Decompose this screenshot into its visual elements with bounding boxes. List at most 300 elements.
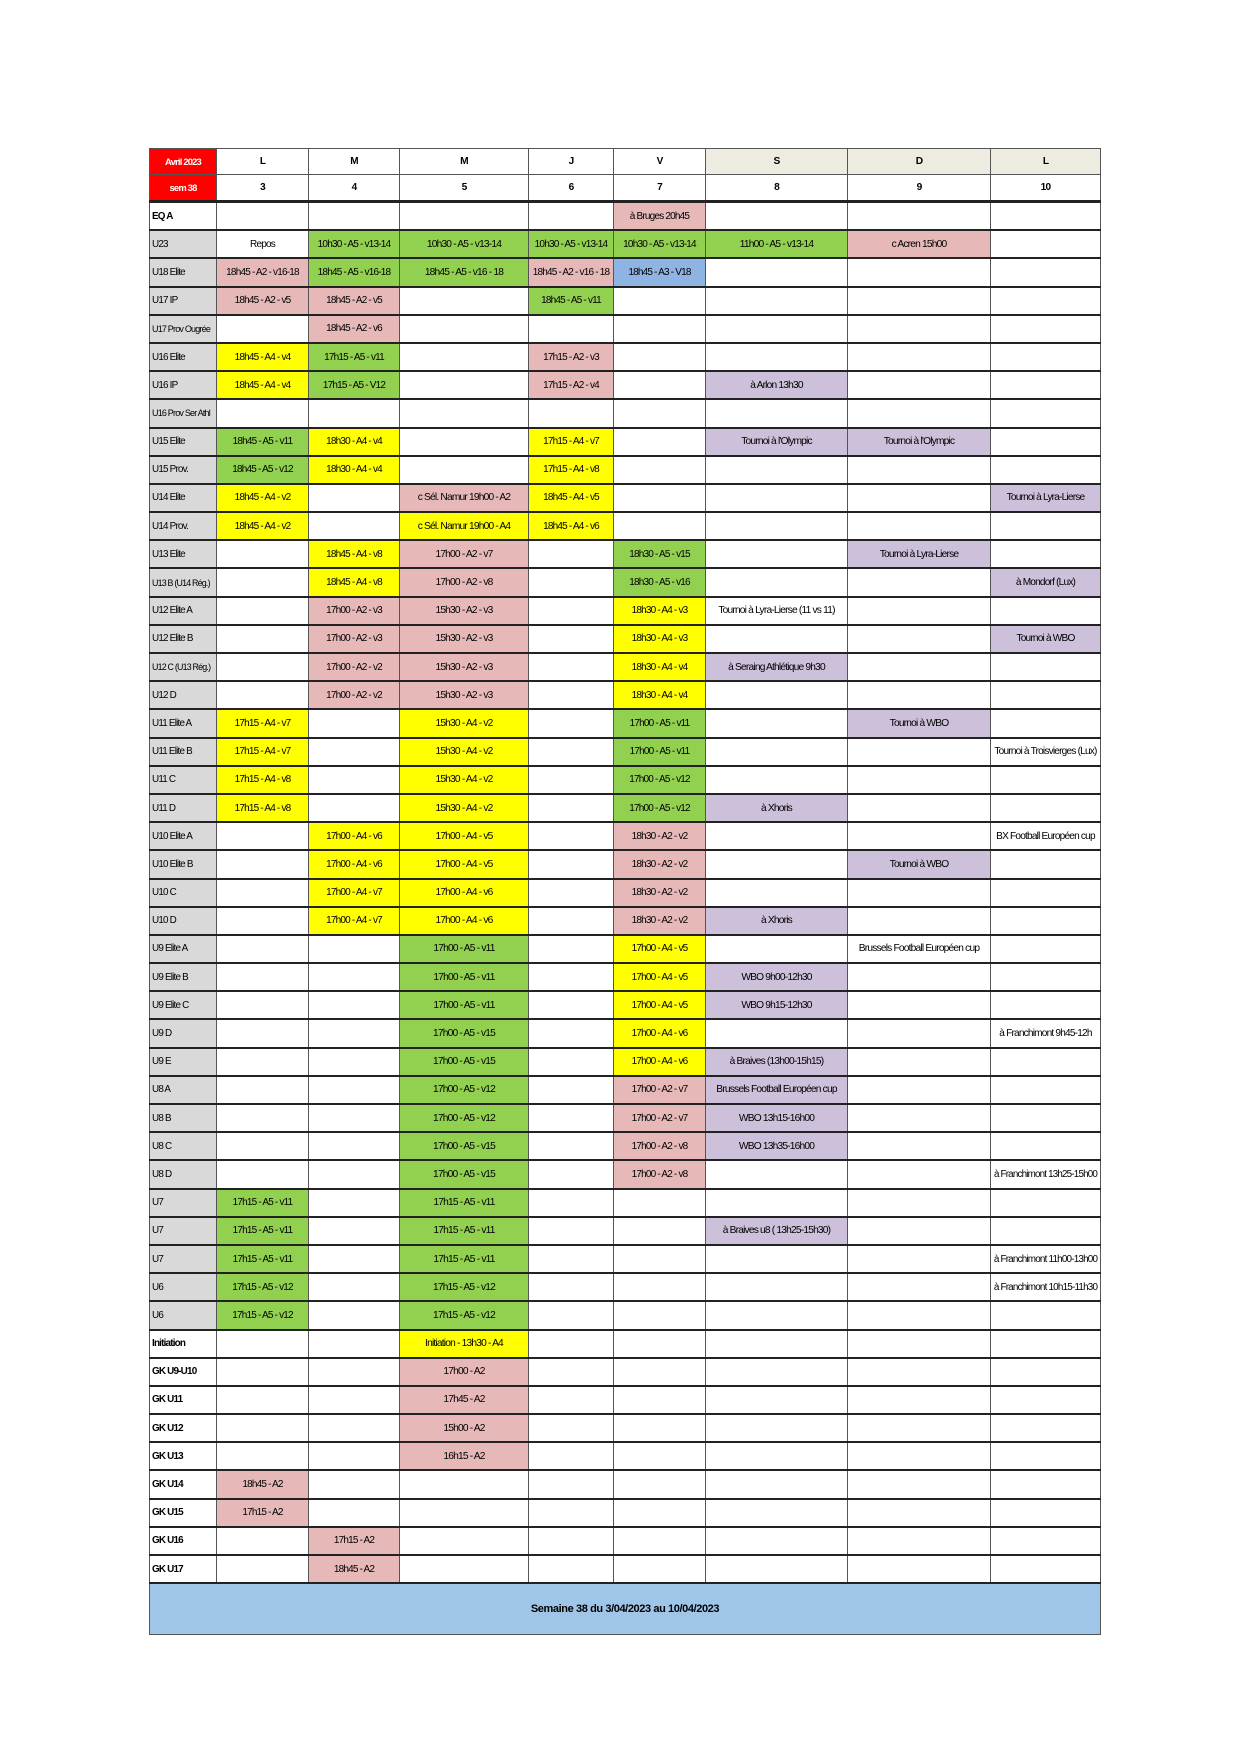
table-row [150,653,1101,681]
table-row [150,343,1101,371]
schedule-cell: 10h30 - A5 - v13-14 [529,230,614,258]
schedule-cell: 17h00 - A4 - v7 [309,879,400,907]
schedule-cell [848,1442,991,1470]
day-header: D [848,149,991,175]
team-label: GK U12 [150,1414,217,1442]
schedule-cell [706,343,848,371]
schedule-cell [991,1499,1101,1527]
schedule-cell: à Arlon 13h30 [706,371,848,399]
schedule-cell: 17h00 - A4 - v5 [614,935,706,963]
schedule-cell [309,399,400,427]
schedule-cell: BX Football Européen cup [991,822,1101,850]
schedule-cell: 10h30 - A5 - v13-14 [309,230,400,258]
schedule-cell: 18h45 - A2 - v16-18 [217,258,309,286]
schedule-cell [848,568,991,596]
schedule-cell [991,1414,1101,1442]
schedule-cell: 17h00 - A4 - v5 [400,850,529,878]
team-label: U15 Elite [150,428,217,456]
schedule-cell [309,1217,400,1245]
header-dates-row [150,175,1101,202]
table-row [150,1076,1101,1104]
date-header: 5 [400,175,529,202]
schedule-cell [309,1076,400,1104]
schedule-cell [400,399,529,427]
schedule-cell: 15h30 - A4 - v2 [400,794,529,822]
schedule-cell: 17h00 - A2 [400,1358,529,1386]
schedule-cell: 17h00 - A4 - v7 [309,907,400,935]
schedule-cell [706,287,848,315]
schedule-cell [706,1273,848,1301]
schedule-cell [529,1019,614,1047]
team-label: U9 Elite C [150,991,217,1019]
schedule-cell: Tournoi à l'Olympic [706,428,848,456]
date-header: 8 [706,175,848,202]
schedule-cell: 18h45 - A4 - v4 [217,343,309,371]
day-header: S [706,149,848,175]
schedule-cell: 18h30 - A2 - v2 [614,907,706,935]
schedule-cell [706,879,848,907]
schedule-cell [848,1330,991,1358]
schedule-cell [991,1301,1101,1329]
team-label: U17 Prov Ougrée [150,315,217,343]
schedule-cell [529,907,614,935]
schedule-cell: c Sél. Namur 19h00 - A4 [400,512,529,540]
day-header: M [309,149,400,175]
schedule-cell: 17h00 - A2 - v7 [614,1104,706,1132]
schedule-cell [848,258,991,286]
schedule-cell [848,512,991,540]
schedule-cell: 17h00 - A5 - v15 [400,1048,529,1076]
schedule-cell [848,738,991,766]
schedule-cell [848,1245,991,1273]
schedule-cell: 17h15 - A5 - v11 [217,1217,309,1245]
schedule-cell [309,1104,400,1132]
schedule-cell: 17h15 - A2 - v4 [529,371,614,399]
schedule-cell [991,963,1101,991]
schedule-cell [217,879,309,907]
schedule-body [150,202,1101,1584]
table-row [150,399,1101,427]
schedule-cell [706,1555,848,1583]
schedule-cell: 17h00 - A5 - v11 [400,935,529,963]
schedule-cell [848,202,991,231]
schedule-cell [217,568,309,596]
team-label: EQ A [150,202,217,231]
schedule-cell: Tournoi à Lyra-Lierse [991,484,1101,512]
table-row [150,1442,1101,1470]
schedule-cell [529,766,614,794]
schedule-cell [217,1555,309,1583]
table-row [150,202,1101,231]
table-row [150,428,1101,456]
schedule-cell [706,1160,848,1188]
schedule-cell: 17h00 - A5 - v12 [400,1104,529,1132]
schedule-cell: 17h00 - A5 - v11 [400,963,529,991]
schedule-cell [309,1470,400,1498]
schedule-cell [991,287,1101,315]
schedule-cell: 17h00 - A5 - v12 [400,1076,529,1104]
team-label: U12 Elite A [150,597,217,625]
schedule-cell: Tournoi à WBO [848,709,991,737]
schedule-cell [991,1470,1101,1498]
schedule-cell [614,512,706,540]
team-label: U16 IP [150,371,217,399]
table-row [150,315,1101,343]
schedule-cell: 15h00 - A2 [400,1414,529,1442]
team-label: GK U14 [150,1470,217,1498]
table-row [150,540,1101,568]
schedule-cell: WBO 9h15-12h30 [706,991,848,1019]
schedule-cell: 17h15 - A5 - v11 [309,343,400,371]
date-header: 4 [309,175,400,202]
schedule-cell: 18h30 - A4 - v4 [309,456,400,484]
schedule-cell: 15h30 - A4 - v2 [400,738,529,766]
schedule-cell [309,484,400,512]
schedule-cell [529,822,614,850]
schedule-cell [309,1048,400,1076]
schedule-cell: à Seraing Athlétique 9h30 [706,653,848,681]
schedule-cell [991,1386,1101,1414]
schedule-cell: Tournoi à l'Olympic [848,428,991,456]
schedule-cell [991,315,1101,343]
schedule-cell [529,1414,614,1442]
schedule-cell [848,1217,991,1245]
schedule-cell [991,1555,1101,1583]
schedule-cell [309,709,400,737]
month-label: Avril 2023 [150,149,217,175]
schedule-cell [400,1527,529,1555]
schedule-cell [848,681,991,709]
schedule-cell: 18h45 - A5 - v11 [217,428,309,456]
schedule-cell: 17h15 - A2 [309,1527,400,1555]
team-label: U6 [150,1273,217,1301]
schedule-cell [309,1273,400,1301]
schedule-cell [529,540,614,568]
schedule-cell [848,1273,991,1301]
schedule-cell [309,512,400,540]
schedule-cell: 17h00 - A4 - v6 [309,850,400,878]
schedule-cell [848,315,991,343]
schedule-cell: 17h15 - A2 [217,1499,309,1527]
schedule-cell: à Xhoris [706,907,848,935]
schedule-cell [529,1273,614,1301]
schedule-cell [217,1076,309,1104]
team-label: Initiation [150,1330,217,1358]
schedule-cell: 17h15 - A5 - V12 [309,371,400,399]
schedule-cell: 17h00 - A5 - v12 [614,794,706,822]
schedule-cell [848,1555,991,1583]
schedule-cell [848,625,991,653]
schedule-cell [400,343,529,371]
schedule-cell [529,399,614,427]
schedule-cell [848,879,991,907]
schedule-cell [529,709,614,737]
schedule-cell: 17h15 - A5 - v11 [217,1189,309,1217]
schedule-cell [614,1217,706,1245]
schedule-cell [217,1358,309,1386]
schedule-cell [529,1442,614,1470]
schedule-cell [848,371,991,399]
schedule-cell [614,371,706,399]
table-row [150,766,1101,794]
team-label: U7 [150,1189,217,1217]
schedule-cell [848,963,991,991]
schedule-cell [217,935,309,963]
schedule-cell [529,1104,614,1132]
team-label: U9 D [150,1019,217,1047]
schedule-cell: Tournoi à Lyra-Lierse [848,540,991,568]
schedule-cell [614,1414,706,1442]
schedule-cell [706,822,848,850]
schedule-cell [614,287,706,315]
schedule-cell [706,1442,848,1470]
schedule-cell [529,1386,614,1414]
schedule-cell [529,1245,614,1273]
schedule-cell: 17h15 - A2 - v3 [529,343,614,371]
schedule-cell [400,1555,529,1583]
schedule-cell: 15h30 - A4 - v2 [400,766,529,794]
schedule-cell: 17h45 - A2 [400,1386,529,1414]
schedule-cell: 17h00 - A4 - v6 [400,879,529,907]
day-header: J [529,149,614,175]
schedule-cell [400,1499,529,1527]
schedule-cell [309,1301,400,1329]
team-label: U12 Elite B [150,625,217,653]
schedule-cell: 18h45 - A4 - v2 [217,484,309,512]
table-row [150,1499,1101,1527]
schedule-cell [309,935,400,963]
schedule-cell [706,512,848,540]
schedule-cell [529,1470,614,1498]
schedule-cell: 15h30 - A2 - v3 [400,625,529,653]
table-row [150,963,1101,991]
schedule-cell [529,879,614,907]
schedule-cell [614,1358,706,1386]
schedule-cell [614,1527,706,1555]
schedule-cell [529,991,614,1019]
schedule-cell [991,1217,1101,1245]
schedule-cell [848,907,991,935]
schedule-cell: 17h15 - A5 - v11 [400,1245,529,1273]
table-row [150,1189,1101,1217]
schedule-cell [529,1527,614,1555]
schedule-cell: Brussels Football Européen cup [848,935,991,963]
team-label: U8 D [150,1160,217,1188]
schedule-cell: 18h45 - A4 - v5 [529,484,614,512]
schedule-cell [991,512,1101,540]
schedule-cell [848,1414,991,1442]
schedule-cell [217,653,309,681]
schedule-cell: 18h45 - A2 - v5 [309,287,400,315]
schedule-cell [529,1048,614,1076]
schedule-cell [217,1527,309,1555]
schedule-cell [706,1019,848,1047]
schedule-cell [217,1048,309,1076]
schedule-cell: 18h30 - A4 - v3 [614,625,706,653]
schedule-cell: WBO 13h15-16h00 [706,1104,848,1132]
schedule-cell [706,456,848,484]
schedule-cell: Initiation - 13h30 - A4 [400,1330,529,1358]
schedule-cell: 17h00 - A2 - v8 [614,1160,706,1188]
schedule-cell: à Franchimont 10h15-11h30 [991,1273,1101,1301]
schedule-cell: 17h15 - A4 - v8 [529,456,614,484]
date-header: 3 [217,175,309,202]
team-label: U7 [150,1217,217,1245]
schedule-cell [217,850,309,878]
schedule-cell [217,597,309,625]
schedule-cell: à Mondorf (Lux) [991,568,1101,596]
schedule-cell [529,1217,614,1245]
schedule-cell [706,738,848,766]
schedule-cell [529,850,614,878]
schedule-cell: 17h00 - A2 - v2 [309,681,400,709]
schedule-cell [614,1555,706,1583]
schedule-cell [309,738,400,766]
schedule-cell [529,1499,614,1527]
schedule-cell [706,681,848,709]
schedule-cell [706,935,848,963]
schedule-cell: 18h45 - A4 - v2 [217,512,309,540]
schedule-cell [529,935,614,963]
date-header: 10 [991,175,1101,202]
schedule-cell [848,456,991,484]
schedule-cell [848,1104,991,1132]
schedule-cell [309,1442,400,1470]
schedule-cell: 17h00 - A5 - v12 [614,766,706,794]
team-label: U8 A [150,1076,217,1104]
schedule-cell [848,1470,991,1498]
schedule-cell [848,822,991,850]
table-row [150,991,1101,1019]
schedule-cell [217,1442,309,1470]
schedule-cell: 17h15 - A5 - v12 [400,1273,529,1301]
schedule-cell [309,1245,400,1273]
team-label: U15 Prov. [150,456,217,484]
schedule-cell: 18h30 - A2 - v2 [614,879,706,907]
schedule-cell: WBO 13h35-16h00 [706,1132,848,1160]
table-row [150,1414,1101,1442]
schedule-cell [309,766,400,794]
schedule-cell [614,428,706,456]
team-label: U8 B [150,1104,217,1132]
schedule-cell: 18h30 - A4 - v4 [614,653,706,681]
schedule-cell: 17h15 - A4 - v7 [529,428,614,456]
date-header: 7 [614,175,706,202]
table-row [150,1132,1101,1160]
table-row [150,1019,1101,1047]
table-row [150,597,1101,625]
schedule-cell: 17h00 - A2 - v3 [309,625,400,653]
schedule-cell: 18h45 - A4 - v6 [529,512,614,540]
schedule-cell [706,1527,848,1555]
team-label: U18 Elite [150,258,217,286]
schedule-cell [706,1245,848,1273]
team-label: U14 Prov. [150,512,217,540]
team-label: U14 Elite [150,484,217,512]
schedule-cell [706,709,848,737]
schedule-cell: 17h15 - A5 - v12 [217,1301,309,1329]
schedule-cell [706,625,848,653]
schedule-cell [614,1386,706,1414]
team-label: U23 [150,230,217,258]
schedule-cell: 17h00 - A5 - v11 [614,738,706,766]
schedule-cell: 17h00 - A5 - v15 [400,1132,529,1160]
schedule-cell: 17h00 - A2 - v7 [614,1076,706,1104]
table-row [150,1358,1101,1386]
team-label: U10 Elite A [150,822,217,850]
schedule-cell [400,1470,529,1498]
schedule-cell [217,991,309,1019]
schedule-cell [848,1358,991,1386]
schedule-cell: 17h15 - A4 - v7 [217,709,309,737]
schedule-cell [991,1132,1101,1160]
schedule-cell [400,371,529,399]
table-row [150,258,1101,286]
schedule-cell [614,343,706,371]
schedule-cell [309,991,400,1019]
schedule-cell [706,1330,848,1358]
schedule-cell [848,1386,991,1414]
schedule-cell: 18h45 - A4 - v4 [217,371,309,399]
schedule-cell [991,907,1101,935]
schedule-cell: 17h00 - A5 - v15 [400,1019,529,1047]
schedule-cell [614,1442,706,1470]
schedule-cell: 18h45 - A5 - v11 [529,287,614,315]
schedule-cell [217,907,309,935]
team-label: GK U17 [150,1555,217,1583]
schedule-cell [706,484,848,512]
table-row [150,935,1101,963]
schedule-cell [848,794,991,822]
schedule-cell [848,653,991,681]
schedule-cell [309,1386,400,1414]
team-label: GK U15 [150,1499,217,1527]
schedule-cell [991,1330,1101,1358]
schedule-cell [614,1189,706,1217]
schedule-cell [529,625,614,653]
schedule-cell [614,1499,706,1527]
schedule-cell: 18h45 - A4 - v8 [309,540,400,568]
table-row [150,907,1101,935]
schedule-cell: 17h00 - A4 - v6 [400,907,529,935]
schedule-cell [614,456,706,484]
schedule-cell [529,1330,614,1358]
schedule-cell [529,1555,614,1583]
schedule-cell: 18h30 - A4 - v4 [309,428,400,456]
schedule-cell: 18h45 - A2 [217,1470,309,1498]
schedule-cell [848,1132,991,1160]
schedule-cell: 17h15 - A5 - v11 [217,1245,309,1273]
schedule-cell [991,1076,1101,1104]
schedule-cell [529,794,614,822]
date-header: 9 [848,175,991,202]
team-label: U17 IP [150,287,217,315]
table-row [150,625,1101,653]
schedule-cell: 17h00 - A4 - v5 [400,822,529,850]
schedule-cell: 17h00 - A4 - v6 [614,1019,706,1047]
day-header: L [217,149,309,175]
team-label: U9 Elite B [150,963,217,991]
table-row [150,1527,1101,1555]
schedule-cell [309,1499,400,1527]
schedule-cell: 15h30 - A2 - v3 [400,597,529,625]
table-row [150,456,1101,484]
schedule-cell [400,202,529,231]
schedule-cell [400,315,529,343]
schedule-cell [706,258,848,286]
table-row [150,1104,1101,1132]
schedule-cell [848,1301,991,1329]
